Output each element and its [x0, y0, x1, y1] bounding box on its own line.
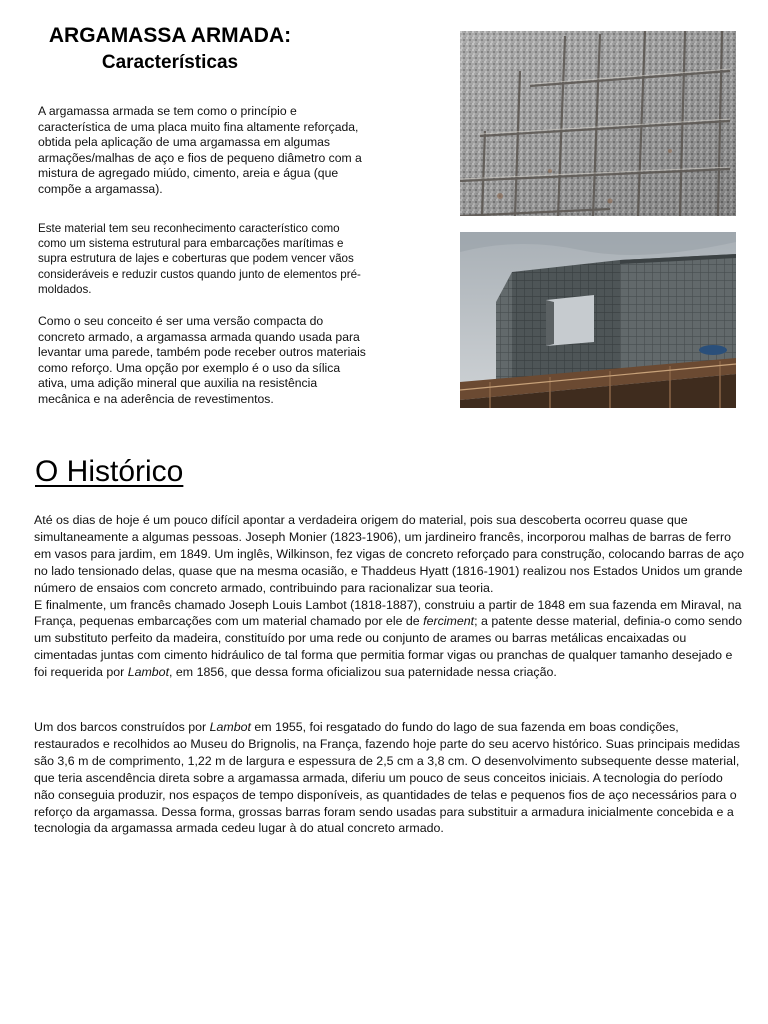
historico-p1-ferciment: ferciment [423, 614, 475, 629]
intro-paragraph-3: Como o seu conceito é ser uma versão compacta do concreto armado, a argamassa armada quando usada para levantar uma parede, também pode receber outros materiais como reforço. Uma opção por exemplo é o uso da sílica ativa, uma adição mineral que auxilia na resistência mecânica e na aderência de revestimentos. [38, 314, 366, 406]
historico-p2-a: Um dos barcos construídos por [34, 720, 210, 734]
historico-p1-part2b: ; a patente desse material, definia-o como sendo um substituto perfeito da madeira, constituído por uma rede ou conjunto de arames ou barras metálicas encaixadas ou cimentadas juntas com cimento hidráulico de tal forma que permitia formar vigas ou pranchas de qualquer tamanho desejado e foi requerida por [34, 614, 743, 680]
section-heading-historico: O Histórico [35, 455, 184, 488]
intro-paragraph-1: A argamassa armada se tem como o princípio e característica de uma placa muito fina altamente reforçada, obtida pela aplicação de uma argamassa em algumas armações/malhas de aço e fios de pequeno diâmetro com a mistura de agregado miúdo, cimento, areia e água (que compõe a argamassa). [38, 104, 362, 196]
historico-p1-part2c: , em 1856, que dessa forma oficializou sua paternidade nessa criação. [169, 665, 557, 680]
historico-p1-part1: Até os dias de hoje é um pouco difícil apontar a verdadeira origem do material, pois sua descoberta ocorreu quase que simultaneamente a algumas pessoas. Joseph Monier (1823-1906), um jardineiro francês, incorporou malhas de barras de ferro em vasos para jardim, em 1849. Um inglês, Wilkinson, fez vigas de concreto reforçado para construção, colocando barras de aço no lado tensionado delas, quase que na mesma ocasião, e Thaddeus Hyatt (1816-1901) realizou nos Estados Unidos um grande número de ensaios com concreto armado, contribuindo para racionalizar sua teoria. [34, 513, 745, 595]
historico-paragraph-2 [34, 719, 746, 837]
mesh-mortar-photo [460, 31, 736, 216]
building-mesh-walls-image [460, 232, 736, 408]
historico-p1-part2a: E finalmente, um francês chamado Joseph Louis Lambot (1818-1887), construiu a partir de 1848 em sua fazenda em Miraval, na França, pequenas embarcações com um material chamado por ele de [34, 597, 742, 629]
title-line-2: Características [101, 52, 239, 73]
title-line-1: ARGAMASSA ARMADA: [48, 24, 292, 47]
historico-p2-lambot: Lambot [209, 720, 251, 734]
historico-p1-lambot: Lambot [127, 665, 170, 680]
intro-paragraph-2: Este material tem seu reconhecimento característico como como um sistema estrutural para embarcações marítimas e supra estrutura de lajes e coberturas que podem vencer vãos consideráveis e reduzir custos quando junto de elementos pré-moldados. [38, 222, 361, 296]
historico-paragraph-1 [34, 512, 746, 681]
historico-p2-b: em 1955, foi resgatado do fundo do lago de sua fazenda em boas condições, restaurados e recolhidos ao Museu do Brignolis, na França, fazendo hoje parte do seu acervo histórico. Suas principais medidas são 3,6 m de comprimento, 1,22 m de largura e espessura de 2,5 cm a 3,8 cm. O desenvolvimento subsequente desse material, que teria ascendência direta sobre a argamassa armada, diferiu um pouco de seus conceitos iniciais. A tecnologia do período não conseguia produzir, nos espaços de tempo disponíveis, as quantidades de telas e pequenos fios de aço necessários para o reforço da argamassa. Dessa forma, grossas barras foram sendo usadas para substituir a armadura inicialmente concebida e a tecnologia da argamassa armada cedeu lugar à do atual concreto armado. [34, 720, 740, 836]
page-title [30, 22, 310, 76]
mesh-mortar-image [460, 31, 736, 216]
building-mesh-walls-photo [460, 232, 736, 408]
